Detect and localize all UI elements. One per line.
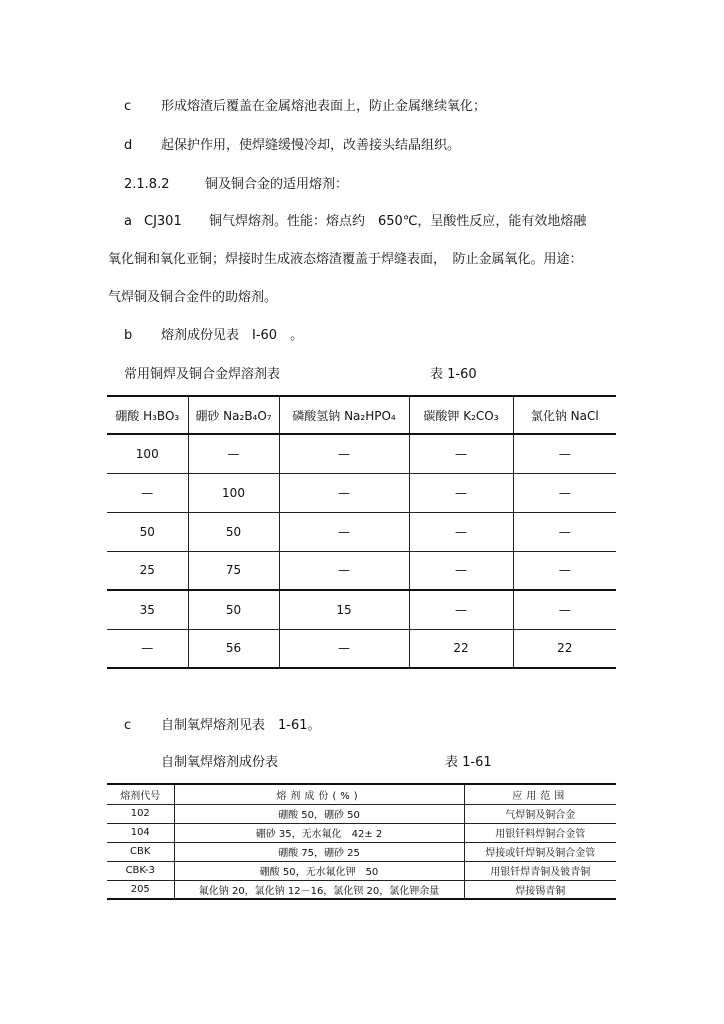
column-header: 氯化钠 NaCl: [513, 396, 616, 434]
item-text: 铜气焊熔剂。性能：熔点约 650℃，呈酸性反应，能有效地熔融: [209, 214, 587, 229]
table-cell: 104: [107, 823, 174, 842]
table-cell: —: [513, 512, 616, 551]
table-cell: —: [513, 551, 616, 590]
table-cell: 15: [279, 590, 409, 629]
item-text: 起保护作用，使焊缝缓慢冷却，改善接头结晶组织。: [161, 138, 461, 153]
table-row: [107, 861, 616, 880]
column-header: 熔剂成份(%): [174, 784, 464, 804]
table-row: [107, 823, 616, 842]
table-cell: —: [279, 434, 409, 473]
column-header: 磷酸氢钠 Na₂HPO₄: [279, 396, 409, 434]
item-d-line: [124, 137, 460, 155]
table-cell: —: [409, 434, 513, 473]
table-row: [107, 590, 616, 629]
item-text: 自制氧焊熔剂见表 1-61。: [161, 718, 321, 733]
table-cell: 50: [188, 590, 279, 629]
table-cell: 56: [188, 629, 279, 668]
item-label: c: [124, 99, 132, 114]
table-60-caption: 常用铜焊及铜合金焊溶剂表: [124, 367, 281, 382]
table-cell: —: [279, 629, 409, 668]
table-cell: —: [279, 473, 409, 512]
column-header: 应用范围: [464, 784, 616, 804]
table-row: [107, 629, 616, 668]
item-c-line: [124, 98, 486, 116]
table-cell: 25: [107, 551, 188, 590]
column-header: 碳酸钾 K₂CO₃: [409, 396, 513, 434]
column-header: 熔剂代号: [107, 784, 174, 804]
table-60-number: 表 1-60: [430, 367, 477, 382]
section-number: 2.1.8.2: [124, 177, 170, 192]
table-cell: —: [513, 473, 616, 512]
table-61-number: 表 1-61: [445, 755, 492, 770]
table-cell: —: [513, 434, 616, 473]
table-cell: 102: [107, 804, 174, 823]
section-heading: [124, 176, 348, 194]
table-cell: 氟化钠 20，氯化钠 12－16，氯化钡 20，氯化钾余量: [174, 880, 464, 899]
table-cell: 硼酸 50，硼砂 50: [174, 804, 464, 823]
table-cell: 焊接锡青铜: [464, 880, 616, 899]
table-cell: 75: [188, 551, 279, 590]
table-cell: 硼酸 75，硼砂 25: [174, 842, 464, 861]
table-cell: 35: [107, 590, 188, 629]
section-title: 铜及铜合金的适用熔剂：: [205, 177, 349, 192]
item-a-line: [124, 213, 586, 231]
table-header-row: [107, 784, 616, 804]
item-text: 熔剂成份见表 I-60 。: [161, 328, 304, 343]
table-cell: 用银钎焊青铜及铍青铜: [464, 861, 616, 880]
table-cell: 50: [107, 512, 188, 551]
table-row: [107, 551, 616, 590]
table-row: [107, 434, 616, 473]
table-row: [107, 842, 616, 861]
table-cell: —: [409, 473, 513, 512]
item-c-line: [124, 717, 321, 735]
column-header: 硼酸 H₃BO₃: [107, 396, 188, 434]
table-row: [107, 804, 616, 823]
table-cell: 100: [107, 434, 188, 473]
table-cell: 205: [107, 880, 174, 899]
table-row: [107, 512, 616, 551]
table-cell: 50: [188, 512, 279, 551]
table-cell: CBK-3: [107, 861, 174, 880]
table-cell: 硼酸 50，无水氟化钾 50: [174, 861, 464, 880]
table-row: [107, 880, 616, 899]
table-61: [107, 783, 616, 900]
table-cell: —: [513, 590, 616, 629]
table-cell: —: [107, 629, 188, 668]
table-cell: 用银钎料焊铜合金管: [464, 823, 616, 842]
table-cell: —: [188, 434, 279, 473]
item-label: d: [124, 138, 133, 153]
table-60: [107, 395, 616, 669]
column-header: 硼砂 Na₂B₄O₇: [188, 396, 279, 434]
table-cell: —: [107, 473, 188, 512]
item-text: 形成熔渣后覆盖在金属熔池表面上，防止金属继续氧化；: [161, 99, 487, 114]
table-cell: —: [409, 590, 513, 629]
table-header-row: [107, 396, 616, 434]
table-cell: —: [409, 551, 513, 590]
table-cell: —: [279, 512, 409, 551]
item-label: c: [124, 718, 132, 733]
item-b-line: [124, 327, 303, 345]
paragraph-line: 氧化铜和氧化亚铜；焊接时生成液态熔渣覆盖于焊缝表面， 防止金属氧化。用途：: [108, 252, 583, 267]
item-label: a: [124, 214, 132, 229]
table-cell: —: [279, 551, 409, 590]
item-code: CJ301: [144, 214, 182, 229]
table-cell: —: [409, 512, 513, 551]
table-cell: 100: [188, 473, 279, 512]
paragraph-line: 气焊铜及铜合金件的助熔剂。: [108, 290, 278, 305]
item-label: b: [124, 328, 133, 343]
table-cell: 焊接或钎焊铜及铜合金管: [464, 842, 616, 861]
table-cell: 硼砂 35，无水氟化 42± 2: [174, 823, 464, 842]
table-cell: 22: [513, 629, 616, 668]
table-61-caption: 自制氧焊熔剂成份表: [161, 755, 279, 770]
table-row: [107, 473, 616, 512]
table-cell: 气焊铜及铜合金: [464, 804, 616, 823]
table-cell: 22: [409, 629, 513, 668]
table-cell: CBK: [107, 842, 174, 861]
